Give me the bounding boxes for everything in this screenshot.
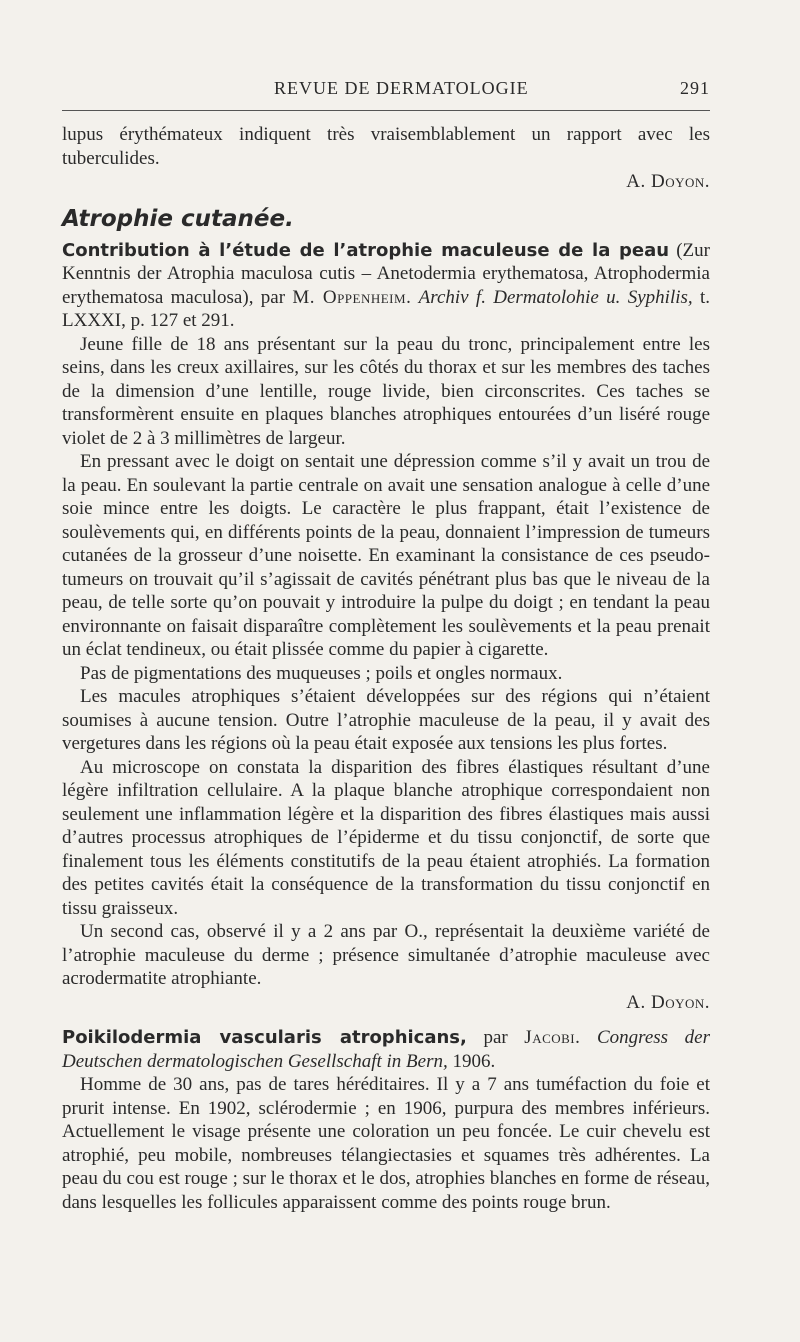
section-heading: Atrophie cutanée.: [62, 205, 294, 232]
paragraph: En pressant avec le doigt on sentait une dépression comme s’il y avait un trou de la peau. En soulevant la partie centrale on avait une sensation analogue à celle d’une soie mince entre les doigts. Le caractère le plus frappant, était l’existence de soulèvements qui, en différents points de la peau, donnaient l’impression de tumeurs cutanées de la grosseur d’une noisette. En examinant la consistance de ces pseudo-tumeurs on trouvait qu’il s’agissait de cavités pénétrant plus bas que le niveau de la peau, de telle sorte qu’on pouvait y introduire la pulpe du doigt ; en tendant la peau environnante on faisait disparaître complètement les soulèvements et la peau prenait un éclat tendineux, ou était plissée comme du papier à cigarette.: [62, 451, 710, 660]
author-name: M. Oppenheim.: [292, 286, 412, 308]
article-signature: [62, 991, 710, 1015]
article-title: Contribution à l’étude de l’atrophie maculeuse de la peau: [62, 239, 670, 261]
spacer: [62, 1014, 710, 1026]
paragraph: Les macules atrophiques s’étaient développées sur des régions qui n’étaient soumises à aucune tension. Outre l’atrophie maculeuse de la peau, il y avait des vergetures dans les régions où la peau était exposée aux tensions les plus fortes.: [62, 686, 710, 754]
paragraph: Jeune fille de 18 ans présentant sur la peau du tronc, principalement entre les seins, dans les creux axillaires, sur les côtés du thorax et sur les membres des taches de la dimension d’une lentille, rouge livide, bien circonscrites. Ces taches se transformèrent ensuite en plaques blanches atrophiques entourées d’un liséré rouge violet de 2 à 3 millimètres de largeur.: [62, 333, 710, 449]
year: 1906.: [447, 1050, 496, 1072]
running-head: [62, 78, 710, 99]
journal-title: REVUE DE DERMATOLOGIE: [274, 78, 529, 98]
reference-text: (Zur Kenntnis der Atrophia maculosa cutis – Anetodermia erythematosa, Atrophodermia erythematosa maculosa), par: [62, 239, 710, 308]
intro-signature: [62, 170, 710, 194]
header-rule: [62, 110, 710, 111]
journal-name: Archiv f. Dermatolohie u. Syphilis,: [418, 286, 693, 308]
article-title: Poikilodermia vascularis atrophicans,: [62, 1027, 467, 1048]
journal-name: Congress der Deutschen dermatologischen Gesellschaft in Bern,: [62, 1027, 710, 1072]
page-number: 291: [680, 78, 710, 98]
signature: A. Doyon.: [626, 171, 710, 192]
paragraph: Un second cas, observé il y a 2 ans par O., représentait la deuxième variété de l’atrophie maculeuse du derme ; présence simultanée d’atrophie maculeuse avec acrodermatite atrophiante.: [62, 921, 710, 989]
by-text: par: [466, 1027, 525, 1048]
intro-text: lupus érythémateux indiquent très vraisemblablement un rapport avec les tuberculides.: [62, 124, 710, 169]
page-body: [62, 123, 710, 1214]
article-reference: [62, 239, 710, 333]
paragraph: Pas de pigmentations des muqueuses ; poils et ongles normaux.: [80, 662, 563, 684]
paragraph: Homme de 30 ans, pas de tares héréditaires. Il y a 7 ans tuméfaction du foie et prurit intense. En 1902, sclérodermie ; en 1906, purpura des membres inférieurs. Actuellement le visage présente une coloration un peu foncée. Le cuir chevelu est atrophié, peu mobile, nombreuses télangiectasies et squames très adhérentes. La peau du cou est rouge ; sur le thorax et le dos, atrophies blanches en forme de réseau, dans lesquelles les follicules apparaissent comme des points rouge brun.: [62, 1074, 710, 1213]
signature: A. Doyon.: [626, 991, 710, 1013]
citation: t. LXXXI, p. 127 et 291.: [62, 286, 710, 331]
article-reference: [62, 1026, 710, 1073]
paragraph: Au microscope on constata la disparition des fibres élastiques résultant d’une légère infiltration cellulaire. A la plaque blanche atrophique correspondaient non seulement une inflammation légère et la disparition des fibres élastiques mais aussi d’autres processus atrophiques de l’épiderme et du tissu conjonctif, de sorte que finalement tous les éléments constitutifs de la peau étaient atrophiés. La formation des petites cavités était la conséquence de la transformation du tissu conjonctif en tissu graisseux.: [62, 756, 710, 919]
author-name: Jacobi.: [524, 1027, 581, 1048]
